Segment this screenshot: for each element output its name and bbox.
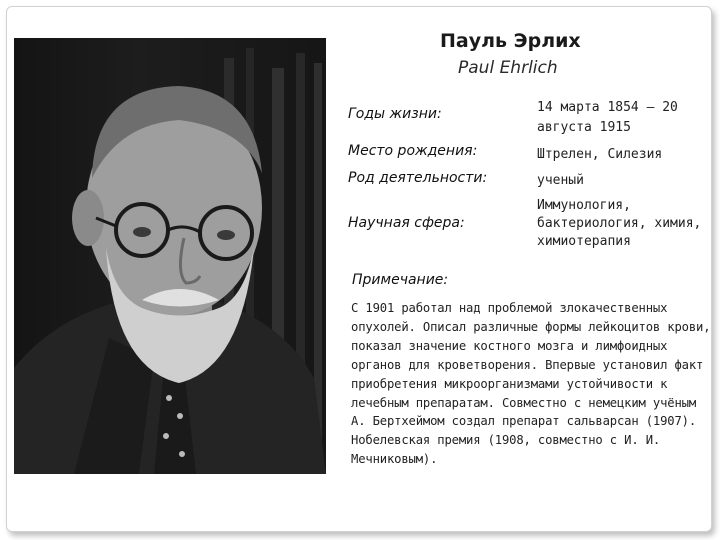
- birthplace-label: Место рождения:: [348, 143, 478, 159]
- note-text: С 1901 работал над проблемой злокачественных опухолей. Описал различные формы лейкоцитов крови, показал значение костного мозга и лимфоидных органов для кроветворения. Впервые установил факт приобретения микроорганизмами устойчивости к лечебным препаратам. Совместно с немецким учёным А. Бертхеймом создал препарат сальварсан (1907). Нобелевская премия (1908, совместно с И. И. Мечниковым).: [351, 301, 711, 467]
- portrait-illustration: [14, 38, 326, 474]
- occupation-value: ученый: [537, 173, 584, 188]
- portrait-photo: [14, 38, 326, 474]
- birthplace-value: Штрелен, Силезия: [537, 147, 663, 162]
- page-subtitle: Paul Ehrlich: [458, 58, 558, 78]
- page-title: Пауль Эрлих: [440, 30, 581, 52]
- occupation-label: Род деятельности:: [348, 170, 488, 186]
- field-value: Иммунология, бактериология, химия, химиотерапия: [537, 198, 702, 249]
- field-label: Научная сфера:: [348, 215, 465, 231]
- lifespan-label: Годы жизни:: [348, 106, 442, 122]
- lifespan-value: 14 марта 1854 — 20 августа 1915: [537, 100, 678, 135]
- note-heading: Примечание:: [352, 272, 449, 288]
